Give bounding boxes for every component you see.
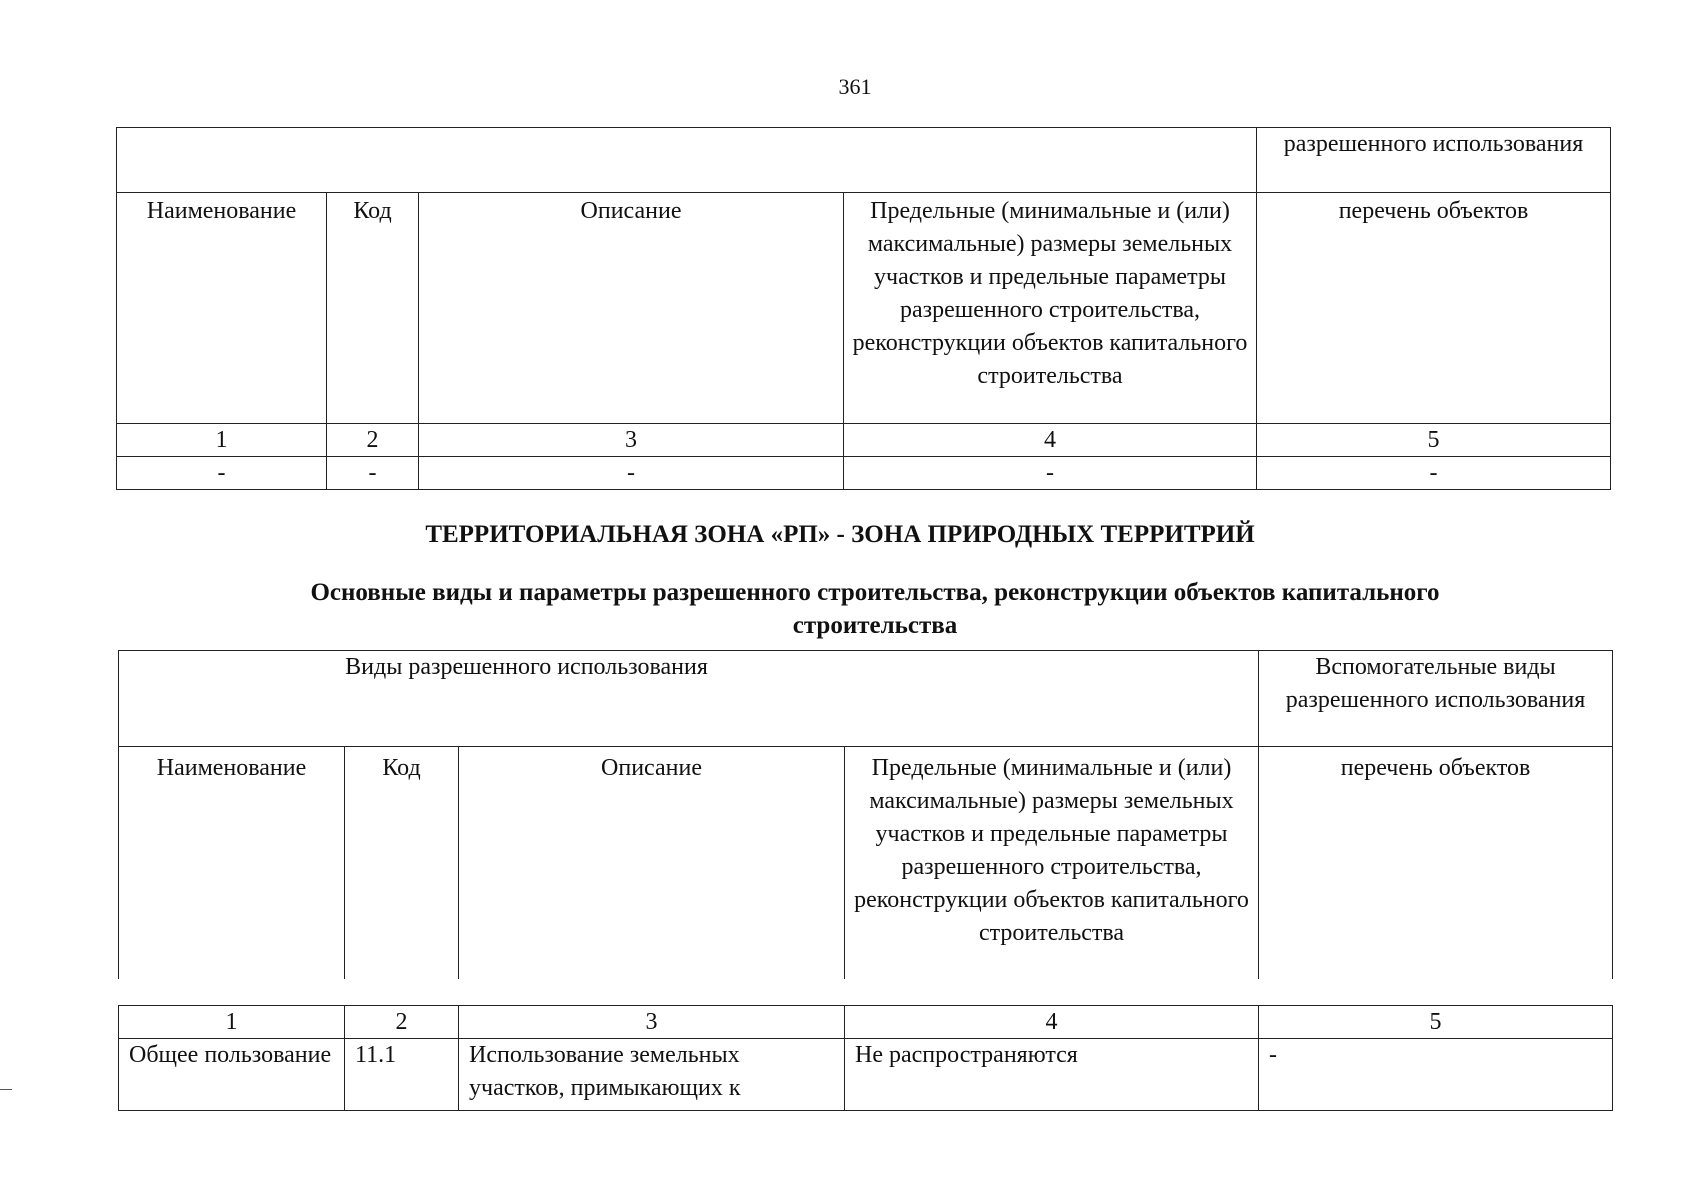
column-number: 2: [327, 424, 419, 457]
header-name: Наименование: [117, 193, 327, 424]
cell-parameters: Не распространяются: [845, 1039, 1259, 1111]
cell-objects: -: [1259, 1039, 1613, 1111]
cell-code: -: [327, 457, 419, 490]
column-number: 5: [1259, 1006, 1613, 1039]
table-row: [119, 1039, 1613, 1111]
table-zone-rows: [118, 1005, 1613, 1111]
cell-objects: -: [1257, 457, 1611, 490]
group-header-auxiliary: разрешенного использования: [1257, 128, 1611, 193]
page-number: 361: [838, 74, 872, 99]
header-code: Код: [327, 193, 419, 424]
group-header-auxiliary: Вспомогательные виды разрешенного использования: [1259, 651, 1613, 747]
column-number: 2: [345, 1006, 459, 1039]
cell-name: -: [117, 457, 327, 490]
column-number: 4: [844, 424, 1257, 457]
column-number: 1: [117, 424, 327, 457]
margin-mark: [0, 1089, 12, 1090]
header-code: Код: [345, 747, 459, 979]
table-row: [117, 457, 1611, 490]
column-number: 3: [419, 424, 844, 457]
cell-description: -: [419, 457, 844, 490]
header-description: Описание: [459, 747, 845, 979]
table-zone-header: [118, 650, 1613, 979]
zone-title: ТЕРРИТОРИАЛЬНАЯ ЗОНА «РП» - ЗОНА ПРИРОДНЫХ ТЕРРИТРИЙ: [425, 521, 1255, 548]
group-header-main-uses: Виды разрешенного использования: [119, 651, 1259, 747]
table-previous-zone: [116, 127, 1611, 490]
header-parameters: Предельные (минимальные и (или) максимальные) размеры земельных участков и предельные параметры разрешенного строительства, реконструкции объектов капитального строительства: [845, 747, 1259, 979]
cell-name: Общее пользование: [119, 1039, 345, 1111]
cell-description: Использование земельных участков, примыкающих к: [459, 1039, 845, 1111]
header-description: Описание: [419, 193, 844, 424]
group-header-empty: [117, 128, 1257, 193]
header-objects-list: перечень объектов: [1259, 747, 1613, 979]
column-number: 1: [119, 1006, 345, 1039]
header-parameters: Предельные (минимальные и (или) максимальные) размеры земельных участков и предельные параметры разрешенного строительства, реконструкции объектов капитального строительства: [844, 193, 1257, 424]
cell-code: 11.1: [345, 1039, 459, 1111]
column-number: 3: [459, 1006, 845, 1039]
column-number: 5: [1257, 424, 1611, 457]
header-objects-list: перечень объектов: [1257, 193, 1611, 424]
column-number: 4: [845, 1006, 1259, 1039]
header-name: Наименование: [119, 747, 345, 979]
cell-parameters: -: [844, 457, 1257, 490]
section-title: Основные виды и параметры разрешенного строительства, реконструкции объектов капитального строительства: [310, 579, 1440, 639]
